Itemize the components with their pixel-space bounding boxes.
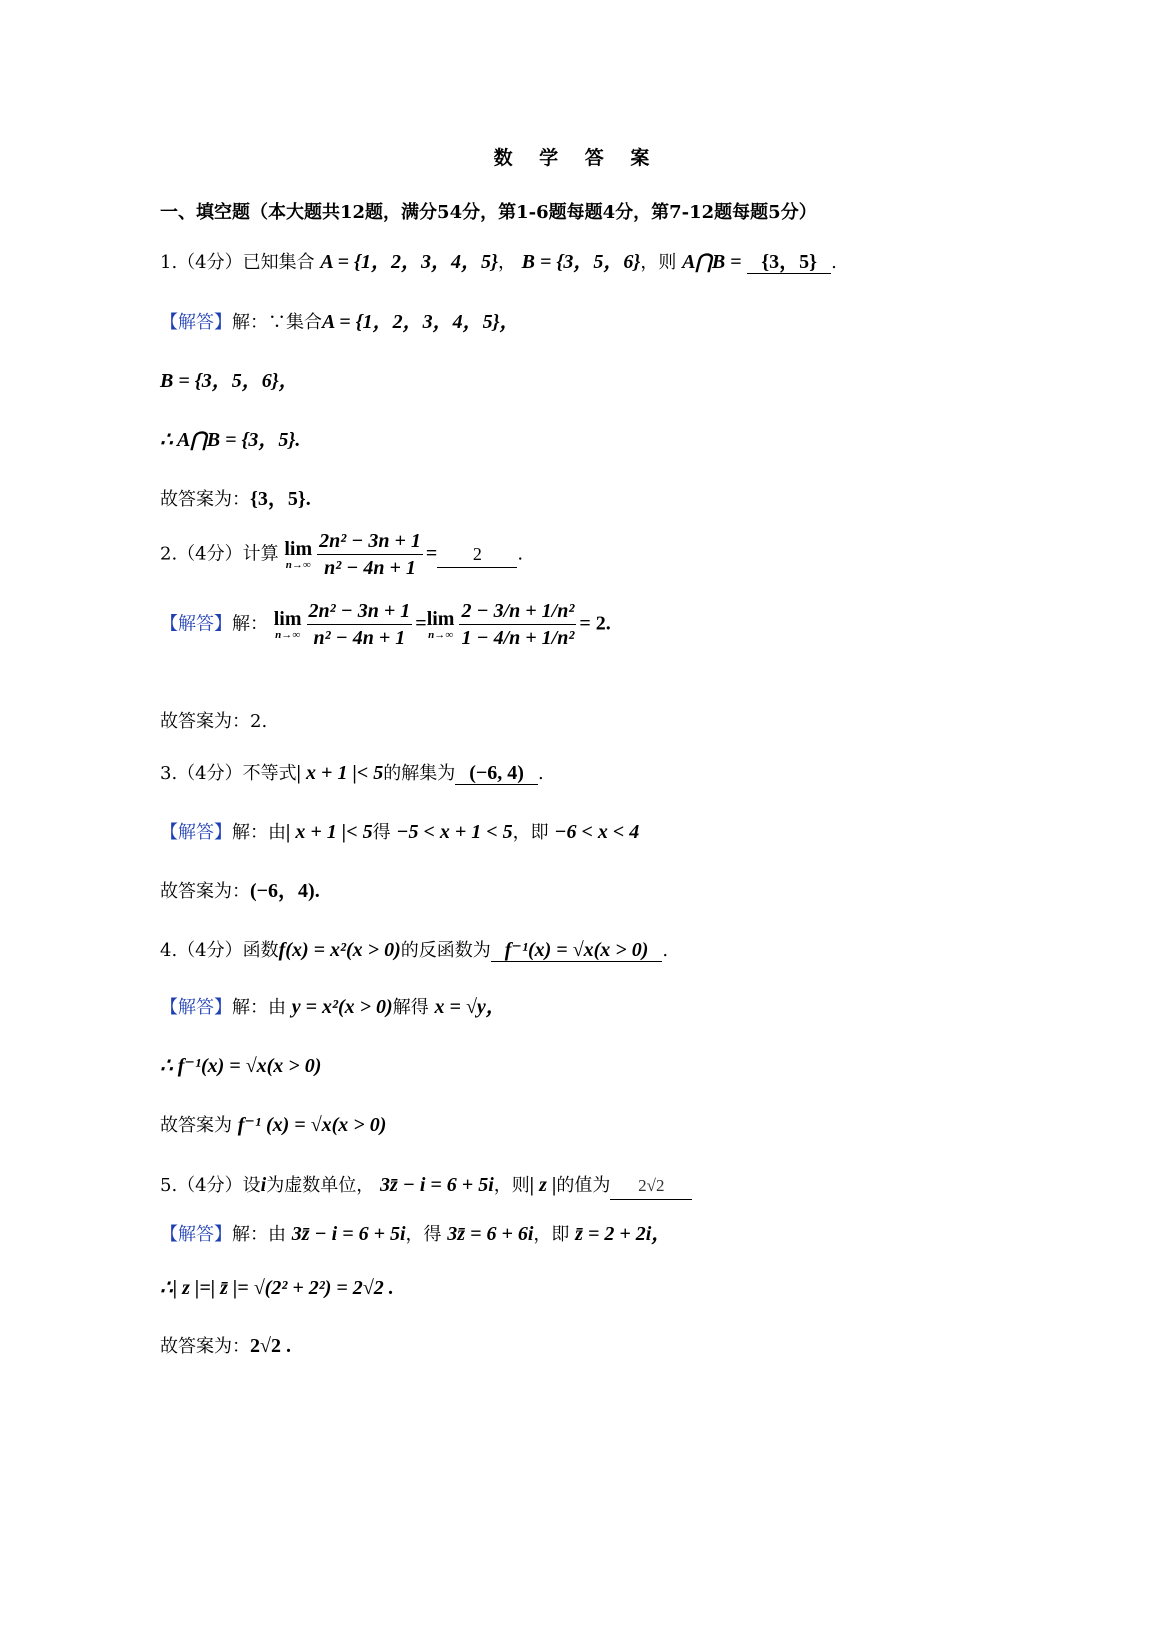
q3-solution: 【解答】解：由| x + 1 |< 5得 −5 < x + 1 < 5，即 −6 < x < 4 [160,821,640,843]
q2-final-answer: 故答案为：2. [160,711,268,732]
q3-inequality: | x + 1 |< 5 [296,762,384,784]
q4-solution-line-1: 【解答】解：由 y = x²(x > 0)解得 x = √y， [160,996,506,1018]
q1-answer-blank: {3，5} [747,251,831,274]
limit-operator: lim n→∞ [284,537,313,571]
question-3: 3.（4分）不等式| x + 1 |< 5的解集为 (−6, 4) . [160,762,544,784]
q1-solution-line-1: 【解答】解：∵集合A = {1，2，3，4，5}， [160,311,520,333]
q3-answer-blank: (−6, 4) [455,762,538,785]
q4-final-answer: 故答案为 f⁻¹ (x) = √x(x > 0) [160,1114,387,1136]
q2-sol-fraction-1: $\frac{\text{2n² − 3n + 1}}{\text{n² − 4n + 1}}$ [308,600,411,649]
q2-solution: 【解答】解： lim n→∞ $\frac{\text{2n² − 3n + 1}}{\text{n² − 4n + 1}}$ = lim n→∞ $\frac{\text{2 − 3/n + 1/n²}}{\text{1 − 4/n + 1/n²}}$ = 2. [160,600,611,649]
q1-expr: A⋂B = [682,251,742,273]
q4-answer-blank: f⁻¹(x) = √x(x > 0) [491,939,663,962]
q1-stem: 1.（4分）已知集合 [160,252,315,273]
q2-answer-blank: 2 [437,541,517,568]
q1-set-b: B = {3，5，6} [521,251,641,273]
question-4: 4.（4分）函数f(x) = x²(x > 0)的反函数为 f⁻¹(x) = √x(x > 0) . [160,939,669,961]
page-title: 数 学 答 案 [493,147,660,169]
q2-fraction: $\frac{\text{2n² − 3n + 1}}{\text{n² − 4n + 1}}$ [319,530,421,579]
q1-solution-line-3: ∴ A⋂B = {3，5}. [160,429,301,451]
q1-then: ，则 [640,252,677,273]
q4-function: f(x) = x²(x > 0) [278,939,401,961]
q1-sol-set-a: A = {1，2，3，4，5}， [322,311,520,333]
q1-final-answer: 故答案为：{3，5}. [160,488,311,510]
q1-comma: ， [497,252,516,273]
q5-solution-line-2: ∴| z |=| z̄ |= √(2² + 2²) = 2√2 . [160,1277,394,1299]
solution-tag: 【解答】 [160,312,232,333]
section-heading: 一、填空题（本大题共12题，满分54分，第1-6题每题4分，第7-12题每题5分） [160,202,817,223]
question-5: 5.（4分）设i为虚数单位， 3z̄ − i = 6 + 5i，则| z |的值为 2√2 [160,1172,692,1200]
q5-final-answer: 故答案为：2√2 . [160,1335,291,1357]
q5-answer-blank: 2√2 [610,1173,692,1200]
q1-solution-line-2: B = {3，5，6}， [160,370,299,392]
q2-sol-fraction-2: $\frac{\text{2 − 3/n + 1/n²}}{\text{1 − 4/n + 1/n²}}$ [461,600,575,649]
question-1: 1.（4分）已知集合 A = {1，2，3，4，5}， B = {3，5，6}，则 A⋂B = {3，5} . [160,251,837,273]
q1-set-a: A = {1，2，3，4，5} [320,251,498,273]
q3-final-answer: 故答案为：(−6，4). [160,880,320,902]
q4-solution-line-2: ∴ f⁻¹(x) = √x(x > 0) [160,1055,322,1077]
q2-stem: 2.（4分）计算 [160,543,279,565]
question-2: 2.（4分）计算 lim n→∞ $\frac{\text{2n² − 3n + 1}}{\text{n² − 4n + 1}}$ = 2 . [160,530,524,579]
q5-equation: 3z̄ − i = 6 + 5i [379,1174,494,1196]
q5-solution-line-1: 【解答】解：由 3z̄ − i = 6 + 5i，得 3z̄ = 6 + 6i，即 z̄ = 2 + 2i， [160,1223,672,1245]
